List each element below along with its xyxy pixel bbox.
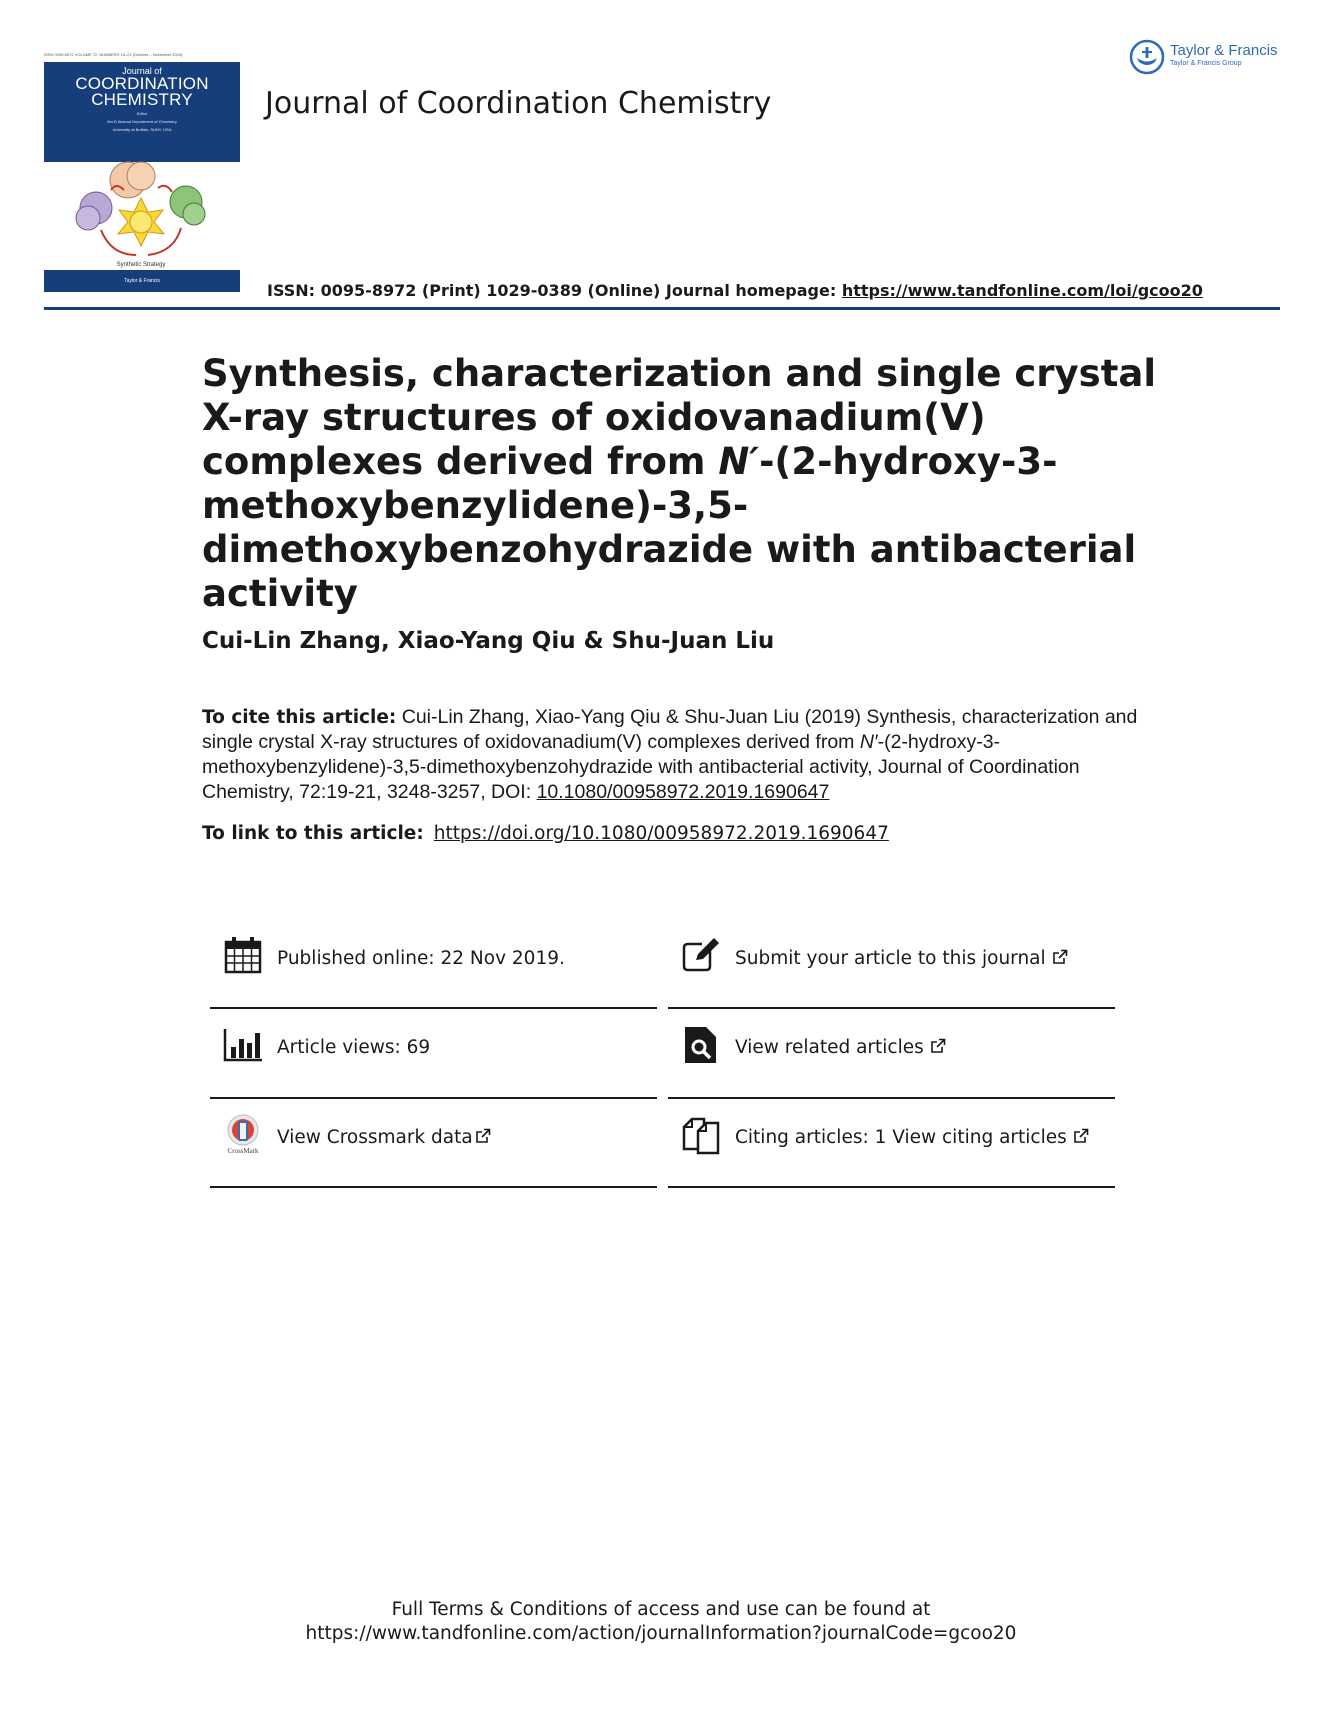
issn-text: ISSN: 0095-8972 (Print) 1029-0389 (Online) Journal homepage: (267, 281, 842, 300)
article-title (202, 352, 1162, 616)
article-views-label: Article views: 69 (277, 1037, 431, 1058)
edit-icon (680, 934, 722, 976)
submit-article-label: Submit your article to this journal (735, 948, 1046, 969)
published-online-label: Published online: 22 Nov 2019. (277, 948, 565, 969)
crossmark-cell[interactable] (212, 1099, 658, 1185)
citing-articles-cell[interactable] (670, 1099, 1116, 1185)
document-search-icon (680, 1023, 722, 1065)
crossmark-icon (222, 1113, 264, 1155)
journal-title: Journal of Coordination Chemistry (265, 86, 772, 121)
publisher-name: Taylor & Francis (1170, 42, 1278, 59)
cover-bottom-band (44, 270, 240, 292)
cover-editor-label: Editor (136, 111, 148, 116)
cover-bottom-text: Taylor & Francis (124, 278, 160, 284)
citation-text-part1: Cui-Lin Zhang, Xiao-Yang Qiu & Shu-Juan Liu (2019) Synthesis, characterization and single crystal X-ray structures of oxidovanadium(V) complexes derived from (202, 706, 1138, 753)
external-link-icon (475, 1128, 491, 1144)
publisher-group: Taylor & Francis Group (1170, 60, 1242, 67)
crossmark-link[interactable] (277, 1127, 491, 1148)
external-link-icon (930, 1038, 946, 1054)
terms-line: Full Terms & Conditions of access and use can be found at (391, 1599, 931, 1620)
publisher-logo (1128, 38, 1288, 80)
article-link-line (202, 823, 889, 844)
journal-homepage-link[interactable]: https://www.tandfonline.com/loi/gcoo20 (841, 281, 1203, 300)
published-online-cell (212, 920, 658, 1006)
publisher-logo-icon (1128, 38, 1166, 76)
article-title-italic: N′ (718, 440, 760, 483)
calendar-icon (222, 934, 264, 976)
related-articles-link[interactable] (735, 1037, 946, 1058)
citation-lead: To cite this article: (202, 707, 397, 728)
related-articles-label: View related articles (735, 1037, 924, 1058)
info-divider (210, 1186, 657, 1188)
related-articles-cell[interactable] (670, 1009, 1116, 1095)
submit-article-cell[interactable] (670, 920, 1116, 1006)
issn-line (267, 281, 1203, 300)
info-divider (668, 1186, 1115, 1188)
terms-footer (0, 1598, 1322, 1646)
bar-chart-icon (222, 1023, 264, 1065)
cover-art-caption: Synthetic Strategy (116, 262, 166, 268)
terms-url[interactable]: https://www.tandfonline.com/action/journalInformation?journalCode=gcoo20 (305, 1623, 1017, 1644)
article-title-part2: -(2-hydroxy-3-methoxybenzylidene)-3,5-dimethoxybenzohydrazide with antibacterial activity (202, 440, 1137, 615)
cover-title-band (44, 62, 240, 162)
citation-block (202, 705, 1142, 805)
crossmark-label: View Crossmark data (277, 1127, 473, 1148)
citation-doi-link[interactable]: 10.1080/00958972.2019.1690647 (536, 781, 830, 803)
article-doi-url-link[interactable]: https://doi.org/10.1080/00958972.2019.1690647 (433, 823, 889, 844)
article-link-lead: To link to this article: (202, 823, 424, 844)
external-link-icon (1052, 949, 1068, 965)
submit-article-link[interactable] (735, 948, 1068, 969)
crossmark-logo-text: CrossMark (227, 1147, 259, 1155)
article-views-cell (212, 1009, 658, 1095)
citing-articles-label: Citing articles: 1 View citing articles (735, 1127, 1067, 1148)
citing-articles-link[interactable] (735, 1127, 1089, 1148)
citation-text-italic: N′ (859, 731, 878, 753)
header-divider (44, 307, 1280, 310)
article-title-part1: Synthesis, characterization and single crystal X-ray structures of oxidovanadium(V) complexes derived from (202, 352, 1157, 483)
citation-text-part2: -(2-hydroxy-3-methoxybenzylidene)-3,5-dimethoxybenzohydrazide with antibacterial activity, Journal of Coordination Chemistry, 72:19-21, 3248-3257, DOI: (202, 731, 1080, 803)
cover-top-text: ISSN 0095-8972 VOLUME 72, NUMBERS 19–21 (October – November 2019) (44, 52, 183, 57)
cover-name-line1: COORDINATION (75, 74, 209, 93)
copy-documents-icon (680, 1113, 722, 1155)
article-authors: Cui-Lin Zhang, Xiao-Yang Qiu & Shu-Juan Liu (202, 628, 775, 654)
journal-cover (44, 52, 240, 292)
cover-name-line2: CHEMISTRY (91, 90, 193, 109)
external-link-icon (1073, 1128, 1089, 1144)
cover-editor-line2: University at Buffalo, SUNY, USA (112, 127, 172, 132)
cover-editor-line1: Jim D Atwood Department of Chemistry, (106, 119, 178, 124)
cover-journal-of: Journal of (122, 66, 162, 76)
